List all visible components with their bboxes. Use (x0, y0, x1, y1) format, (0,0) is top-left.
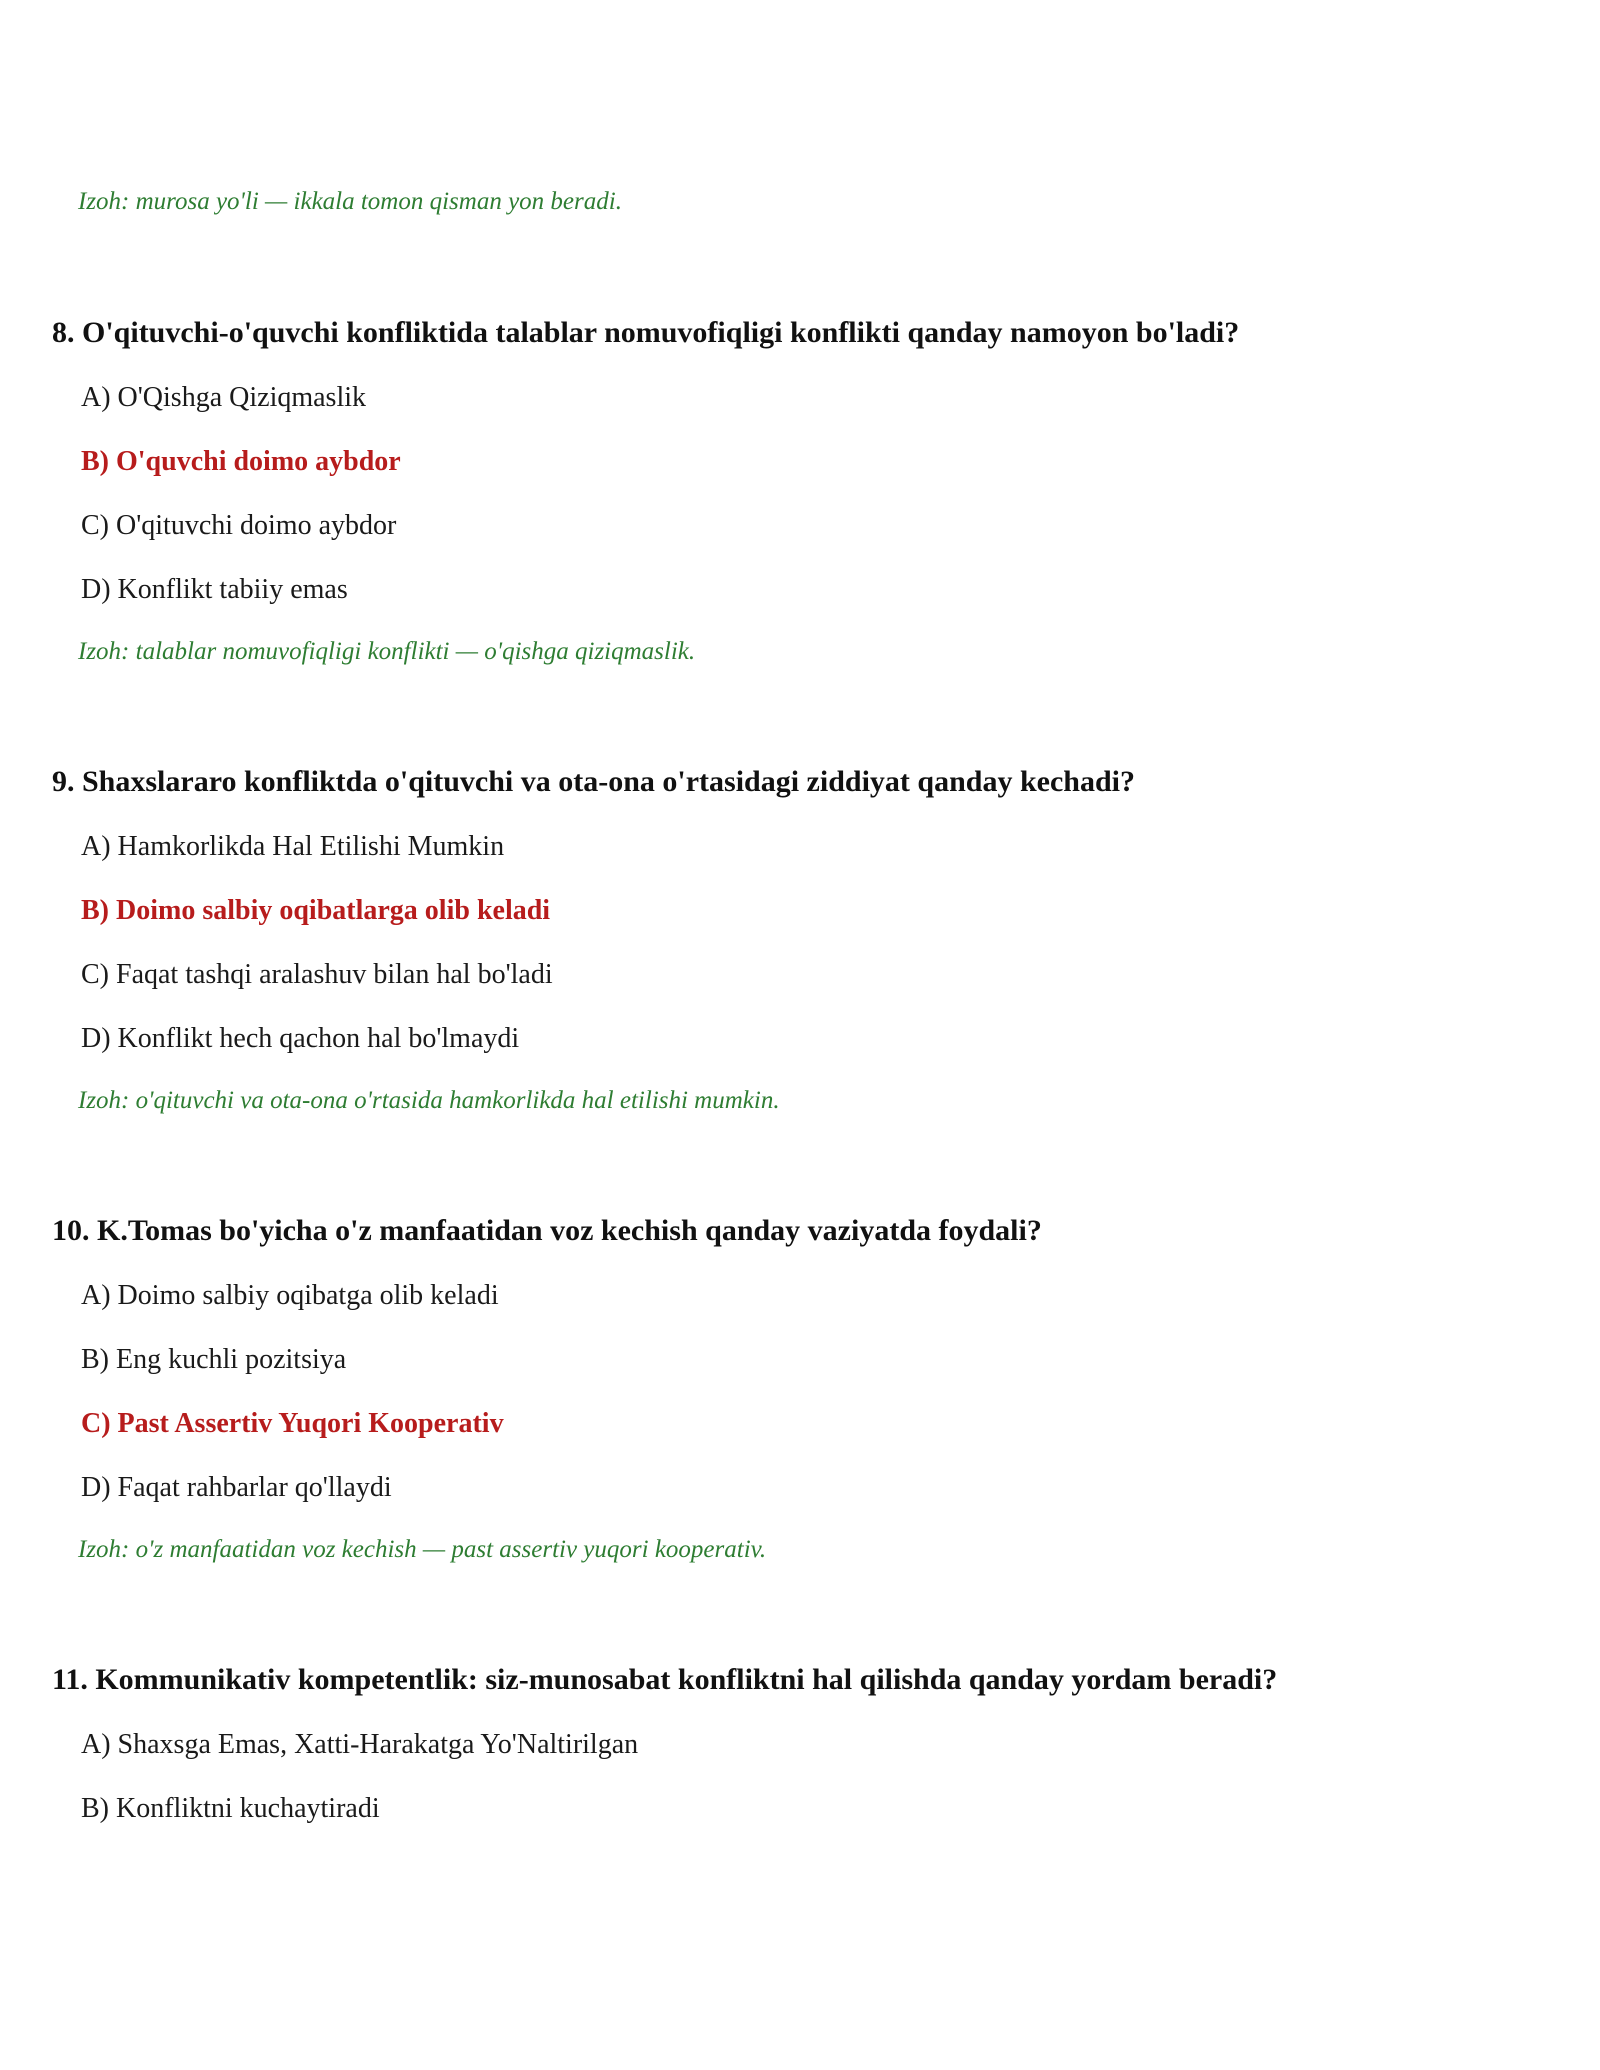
option-9-d: D) Konflikt hech qachon hal bo'lmaydi (81, 1023, 520, 1054)
option-8-d: D) Konflikt tabiiy emas (81, 574, 348, 605)
option-9-a: A) Hamkorlikda Hal Etilishi Mumkin (81, 831, 505, 862)
option-8-a: A) O'Qishga Qiziqmaslik (81, 382, 367, 413)
question-10: 10. K.Tomas bo'yicha o'z manfaatidan voz kechish qanday vaziyatda foydali? (52, 1214, 1042, 1247)
option-10-d: D) Faqat rahbarlar qo'llaydi (81, 1472, 392, 1503)
question-8: 8. O'qituvchi-o'quvchi konfliktida talablar nomuvofiqligi konflikti qanday namoyon bo'ladi? (52, 316, 1240, 349)
explanation-note-q10: Izoh: o'z manfaatidan voz kechish — past assertiv yuqori kooperativ. (78, 1536, 767, 1563)
option-9-b-highlighted: B) Doimo salbiy oqibatlarga olib keladi (81, 895, 551, 926)
option-10-b: B) Eng kuchli pozitsiya (81, 1344, 347, 1375)
option-11-b: B) Konfliktni kuchaytiradi (81, 1793, 380, 1824)
question-11: 11. Kommunikativ kompetentlik: siz-munosabat konfliktni hal qilishda qanday yordam beradi? (52, 1663, 1278, 1696)
option-8-b-highlighted: B) O'quvchi doimo aybdor (81, 446, 401, 477)
explanation-note-q9: Izoh: o'qituvchi va ota-ona o'rtasida hamkorlikda hal etilishi mumkin. (78, 1087, 780, 1114)
explanation-note-q8: Izoh: talablar nomuvofiqligi konflikti — o'qishga qiziqmaslik. (78, 638, 696, 665)
explanation-note-q7: Izoh: murosa yo'li — ikkala tomon qisman yon beradi. (78, 188, 622, 215)
option-9-c: C) Faqat tashqi aralashuv bilan hal bo'ladi (81, 959, 553, 990)
option-11-a: A) Shaxsga Emas, Xatti-Harakatga Yo'Naltirilgan (81, 1729, 639, 1760)
option-10-a: A) Doimo salbiy oqibatga olib keladi (81, 1280, 499, 1311)
option-10-c-highlighted: C) Past Assertiv Yuqori Kooperativ (81, 1408, 504, 1439)
option-8-c: C) O'qituvchi doimo aybdor (81, 510, 397, 541)
question-9: 9. Shaxslararo konfliktda o'qituvchi va ota-ona o'rtasidagi ziddiyat qanday kechadi? (52, 765, 1135, 798)
